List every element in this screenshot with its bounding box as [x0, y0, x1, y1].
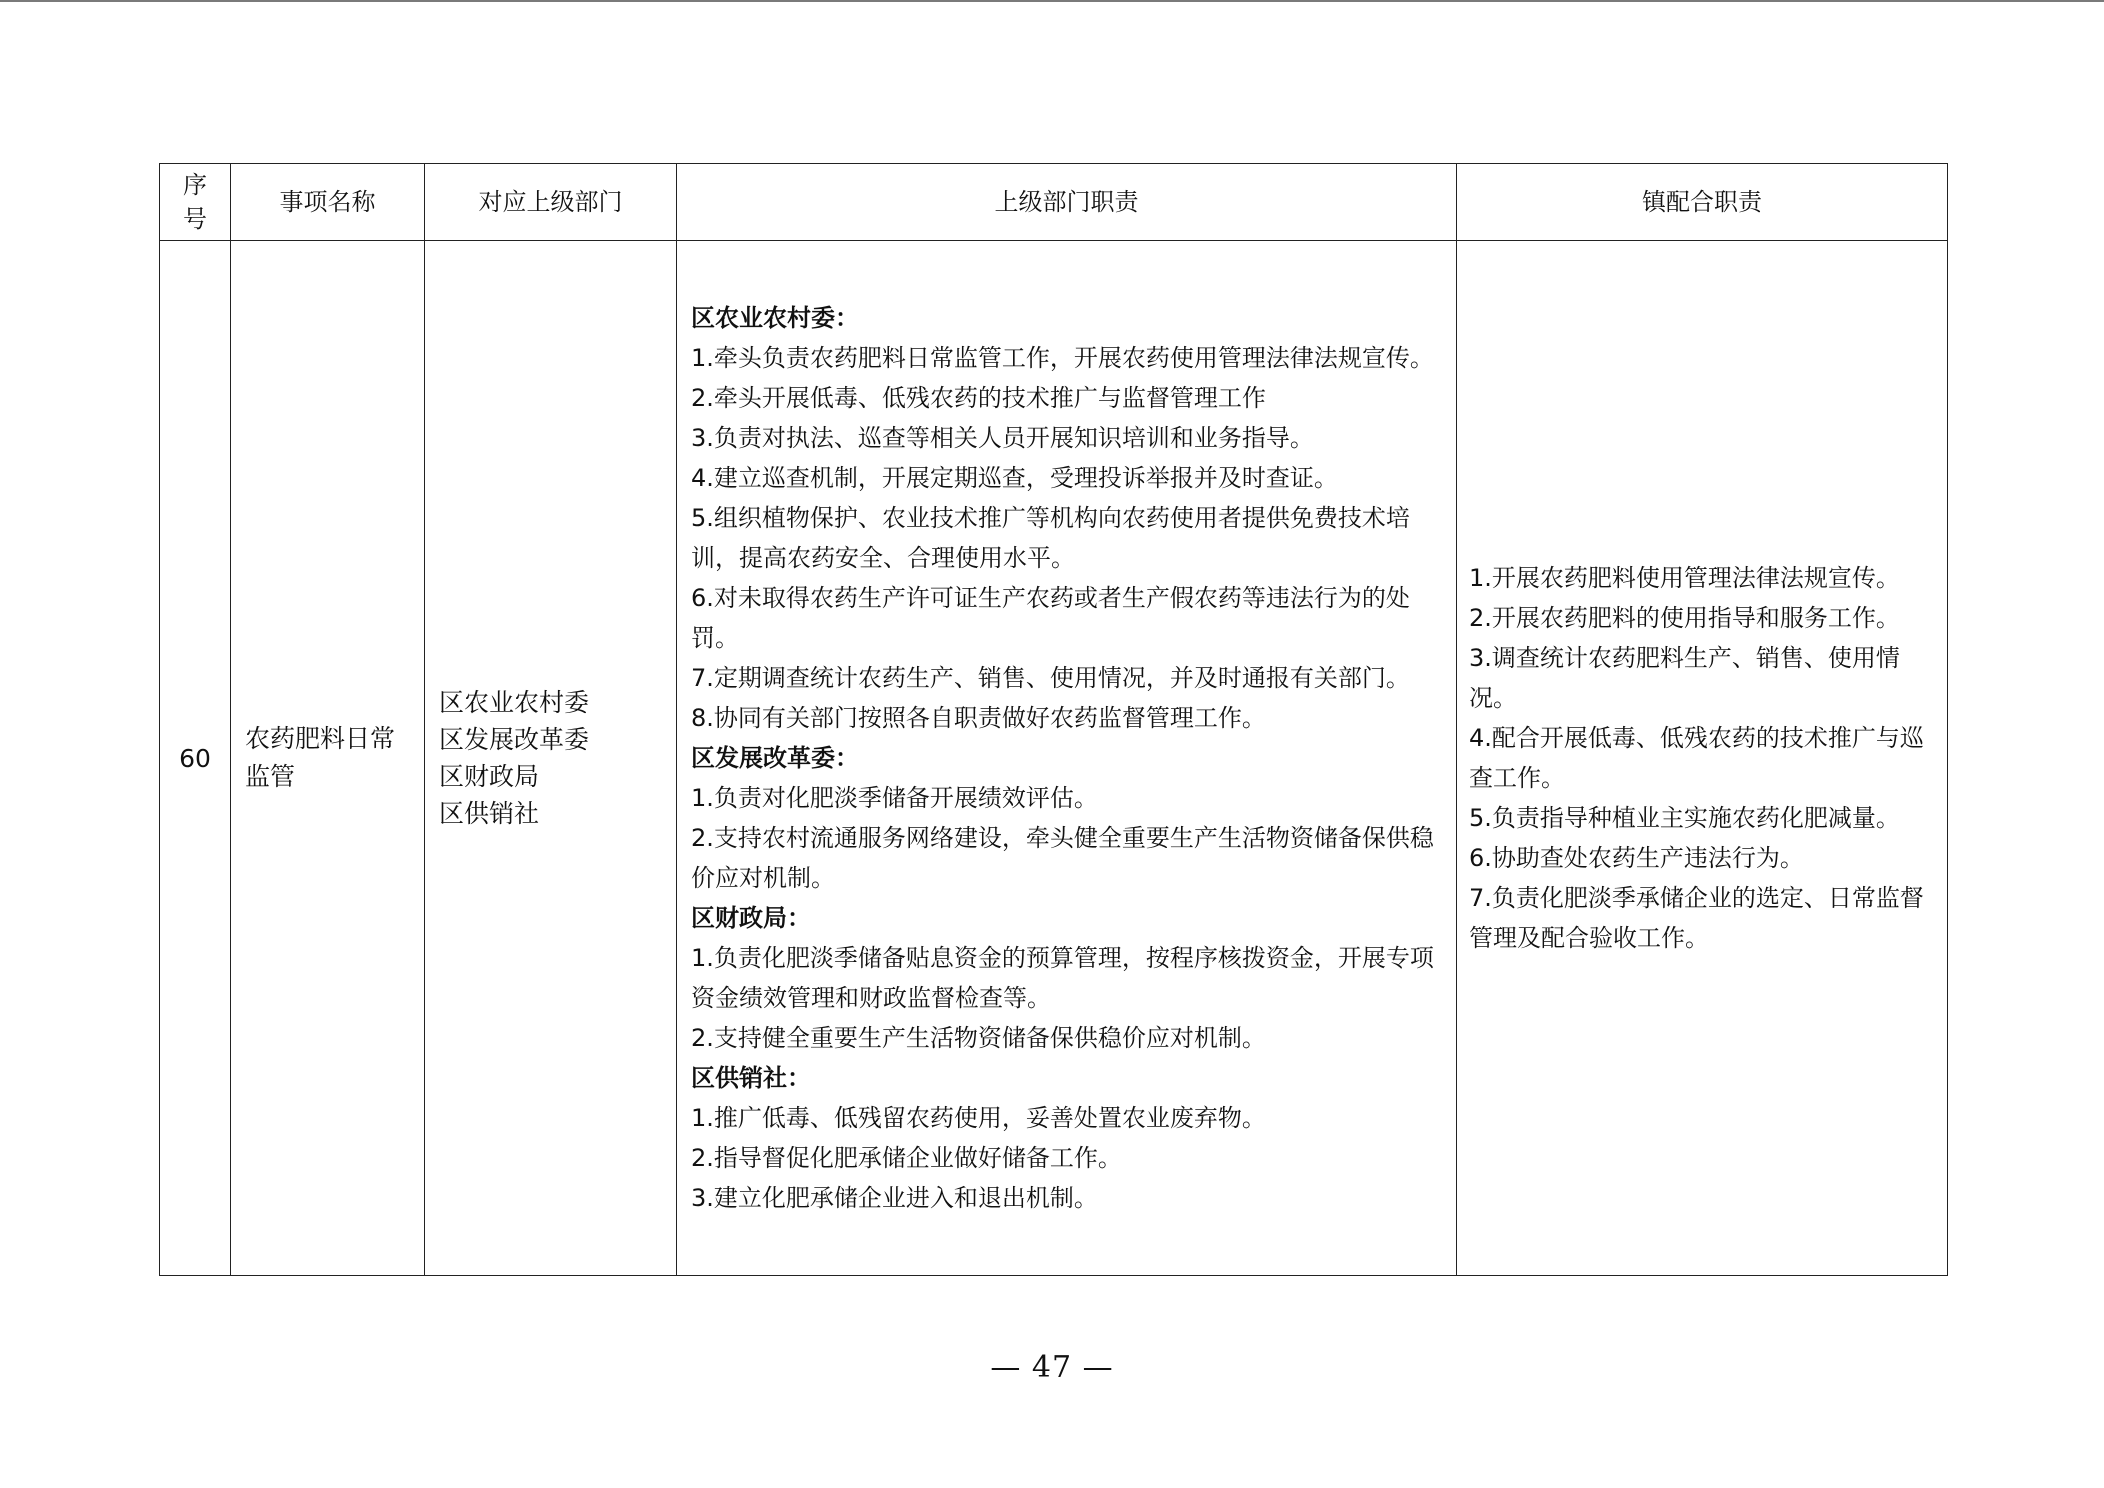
- duty-item: 4.建立巡查机制，开展定期巡查，受理投诉举报并及时查证。: [691, 464, 1338, 492]
- duty-item: 6.对未取得农药生产许可证生产农药或者生产假农药等违法行为的处罚。: [691, 584, 1410, 652]
- duty-group-title: 区财政局：: [691, 904, 811, 932]
- duty-item: 3.负责对执法、巡查等相关人员开展知识培训和业务指导。: [691, 424, 1314, 452]
- row-item-name: 农药肥料日常监管: [231, 241, 425, 1276]
- header-superior-duties: 上级部门职责: [677, 164, 1457, 241]
- row-departments: [425, 241, 677, 1276]
- town-duty-item: 6.协助查处农药生产违法行为。: [1469, 844, 1804, 872]
- duty-item: 8.协同有关部门按照各自职责做好农药监督管理工作。: [691, 704, 1266, 732]
- duty-item: 1.推广低毒、低残留农药使用，妥善处置农业废弃物。: [691, 1104, 1266, 1132]
- town-duty-item: 4.配合开展低毒、低残农药的技术推广与巡查工作。: [1469, 724, 1924, 792]
- duty-item: 2.牵头开展低毒、低残农药的技术推广与监督管理工作: [691, 384, 1266, 412]
- duty-item: 2.支持健全重要生产生活物资储备保供稳价应对机制。: [691, 1024, 1266, 1052]
- row-superior-duties: [677, 241, 1457, 1276]
- table-row: [160, 241, 1948, 1276]
- header-seq-label: 序号: [183, 171, 207, 233]
- responsibility-table: [159, 163, 1948, 1276]
- duty-item: 1.负责化肥淡季储备贴息资金的预算管理，按程序核拨资金，开展专项资金绩效管理和财政监督检查等。: [691, 944, 1434, 1012]
- duty-item: 1.负责对化肥淡季储备开展绩效评估。: [691, 784, 1098, 812]
- row-town-duties: [1457, 241, 1948, 1276]
- duty-group-title: 区农业农村委：: [691, 304, 859, 332]
- header-seq: [160, 164, 231, 241]
- town-duty-item: 3.调查统计农药肥料生产、销售、使用情况。: [1469, 644, 1900, 712]
- duty-item: 7.定期调查统计农药生产、销售、使用情况，并及时通报有关部门。: [691, 664, 1410, 692]
- duty-item: 2.支持农村流通服务网络建设，牵头健全重要生产生活物资储备保供稳价应对机制。: [691, 824, 1434, 892]
- table-header-row: [160, 164, 1948, 241]
- department-item: 区农业农村委: [439, 688, 590, 717]
- department-item: 区发展改革委: [439, 725, 590, 754]
- duty-item: 2.指导督促化肥承储企业做好储备工作。: [691, 1144, 1122, 1172]
- page-number: — 47 —: [990, 1350, 1114, 1385]
- duty-group-title: 区发展改革委：: [691, 744, 859, 772]
- town-duty-item: 1.开展农药肥料使用管理法律法规宣传。: [1469, 564, 1900, 592]
- duty-group-title: 区供销社：: [691, 1064, 811, 1092]
- department-item: 区供销社: [439, 799, 540, 828]
- duty-item: 1.牵头负责农药肥料日常监管工作，开展农药使用管理法律法规宣传。: [691, 344, 1434, 372]
- town-duty-item: 7.负责化肥淡季承储企业的选定、日常监督管理及配合验收工作。: [1469, 884, 1924, 952]
- header-town-duties: 镇配合职责: [1457, 164, 1948, 241]
- town-duty-item: 5.负责指导种植业主实施农药化肥减量。: [1469, 804, 1900, 832]
- department-item: 区财政局: [439, 762, 540, 791]
- row-seq: 60: [160, 241, 231, 1276]
- duty-item: 3.建立化肥承储企业进入和退出机制。: [691, 1184, 1098, 1212]
- duty-item: 5.组织植物保护、农业技术推广等机构向农药使用者提供免费技术培训，提高农药安全、合理使用水平。: [691, 504, 1410, 572]
- header-item-name: 事项名称: [231, 164, 425, 241]
- town-duty-item: 2.开展农药肥料的使用指导和服务工作。: [1469, 604, 1900, 632]
- page-top-border: [0, 0, 2104, 2]
- header-superior-dept: 对应上级部门: [425, 164, 677, 241]
